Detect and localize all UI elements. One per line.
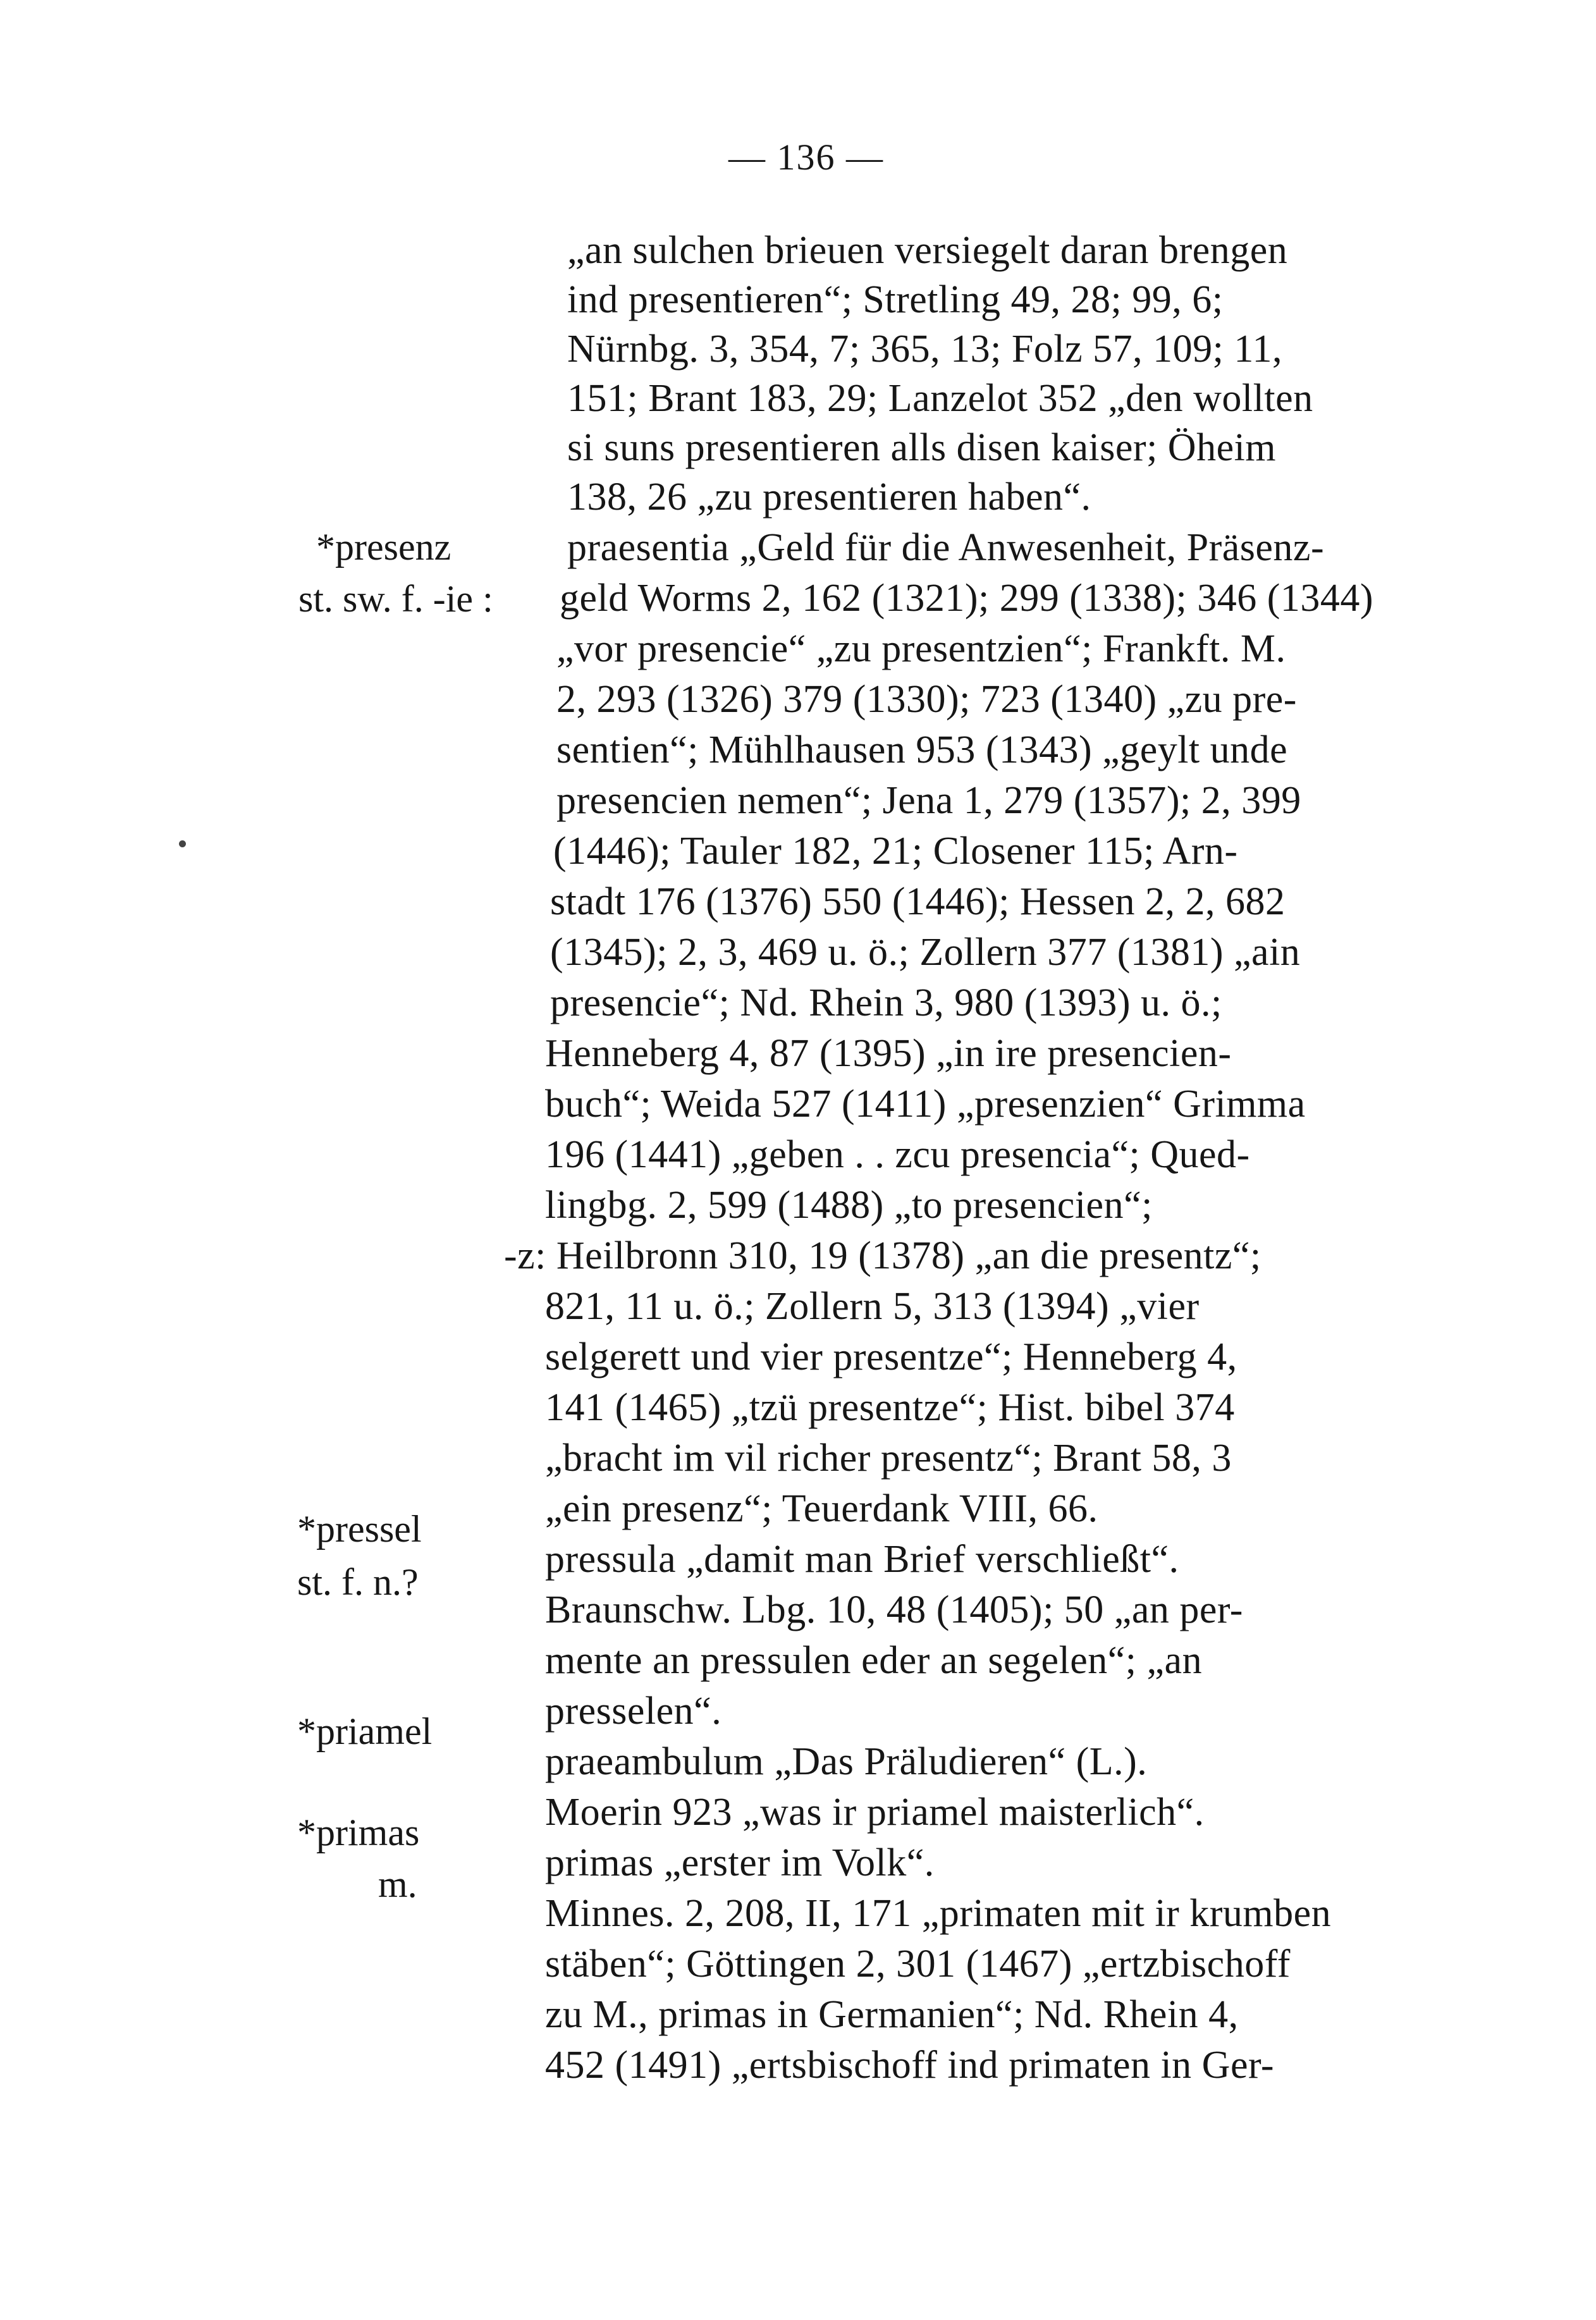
text-line: presselen“. [545,1690,722,1733]
text-line: stäben“; Göttingen 2, 301 (1467) „ertzbischoff [545,1943,1291,1986]
text-line: presencie“; Nd. Rhein 3, 980 (1393) u. ö.; [550,981,1222,1024]
text-line: Nürnbg. 3, 354, 7; 365, 13; Folz 57, 109; 11, [567,328,1283,371]
text-line: „bracht im vil richer presentz“; Brant 58, 3 [545,1437,1232,1480]
text-line: si suns presentieren alls disen kaiser; Öheim [567,426,1277,469]
text-line: 452 (1491) „ertsbischoff ind primaten in Ger- [545,2044,1275,2087]
text-line: Braunschw. Lbg. 10, 48 (1405); 50 „an per- [545,1588,1243,1631]
text-line: praesentia „Geld für die Anwesenheit, Präsenz- [567,526,1325,569]
grammar-primas: m. [378,1863,417,1905]
text-line: Moerin 923 „was ir priamel maisterlich“. [545,1791,1205,1834]
grammar-presenz: st. sw. f. -ie : [298,578,493,620]
text-line: zu M., primas in Germanien“; Nd. Rhein 4, [545,1993,1239,2036]
ink-speck [179,840,186,847]
text-line: 196 (1441) „geben . . zcu presencia“; Qued- [545,1133,1250,1176]
headword-pressel: *pressel [297,1508,422,1550]
grammar-pressel: st. f. n.? [297,1561,419,1603]
text-line: 821, 11 u. ö.; Zollern 5, 313 (1394) „vier [545,1285,1200,1328]
text-line: 141 (1465) „tzü presentze“; Hist. bibel 374 [545,1386,1235,1429]
text-line: pressula „damit man Brief verschließt“. [545,1538,1179,1581]
text-line: selgerett und vier presentze“; Henneberg 4, [545,1335,1237,1378]
text-line: ind presentieren“; Stretling 49, 28; 99, 6; [567,278,1224,321]
text-line: 2, 293 (1326) 379 (1330); 723 (1340) „zu pre- [556,678,1297,721]
text-line: Henneberg 4, 87 (1395) „in ire presencien- [545,1032,1232,1075]
text-line: buch“; Weida 527 (1411) „presenzien“ Grimma [545,1083,1306,1126]
text-line: 151; Brant 183, 29; Lanzelot 352 „den wollten [567,377,1313,420]
text-line: 138, 26 „zu presentieren haben“. [567,476,1091,519]
text-line: presencien nemen“; Jena 1, 279 (1357); 2, 399 [556,779,1301,822]
text-line: sentien“; Mühlhausen 953 (1343) „geylt unde [556,728,1288,771]
text-line: (1345); 2, 3, 469 u. ö.; Zollern 377 (1381) „ain [550,931,1301,974]
text-line: Minnes. 2, 208, II, 171 „primaten mit ir krumben [545,1892,1332,1935]
text-line: lingbg. 2, 599 (1488) „to presencien“; [545,1184,1153,1227]
text-line: primas „erster im Volk“. [545,1841,935,1884]
text-line: „vor presencie“ „zu presentzien“; Frankft. M. [556,627,1286,670]
text-line: stadt 176 (1376) 550 (1446); Hessen 2, 2, 682 [550,880,1286,923]
text-line: „an sulchen brieuen versiegelt daran brengen [567,229,1288,272]
text-line: mente an pressulen eder an segelen“; „an [545,1639,1203,1682]
headword-presenz: *presenz [316,526,451,568]
text-line: praeambulum „Das Präludieren“ (L.). [545,1740,1148,1783]
headword-priamel: *priamel [297,1710,433,1752]
headword-primas: *primas [297,1812,420,1853]
text-line: geld Worms 2, 162 (1321); 299 (1338); 346 (1344) [560,577,1374,620]
text-line: „ein presenz“; Teuerdank VIII, 66. [545,1487,1098,1530]
page-number: — 136 — [728,137,884,178]
text-line: (1446); Tauler 182, 21; Closener 115; Arn- [553,830,1238,873]
text-line: -z: Heilbronn 310, 19 (1378) „an die presentz“; [504,1234,1261,1277]
